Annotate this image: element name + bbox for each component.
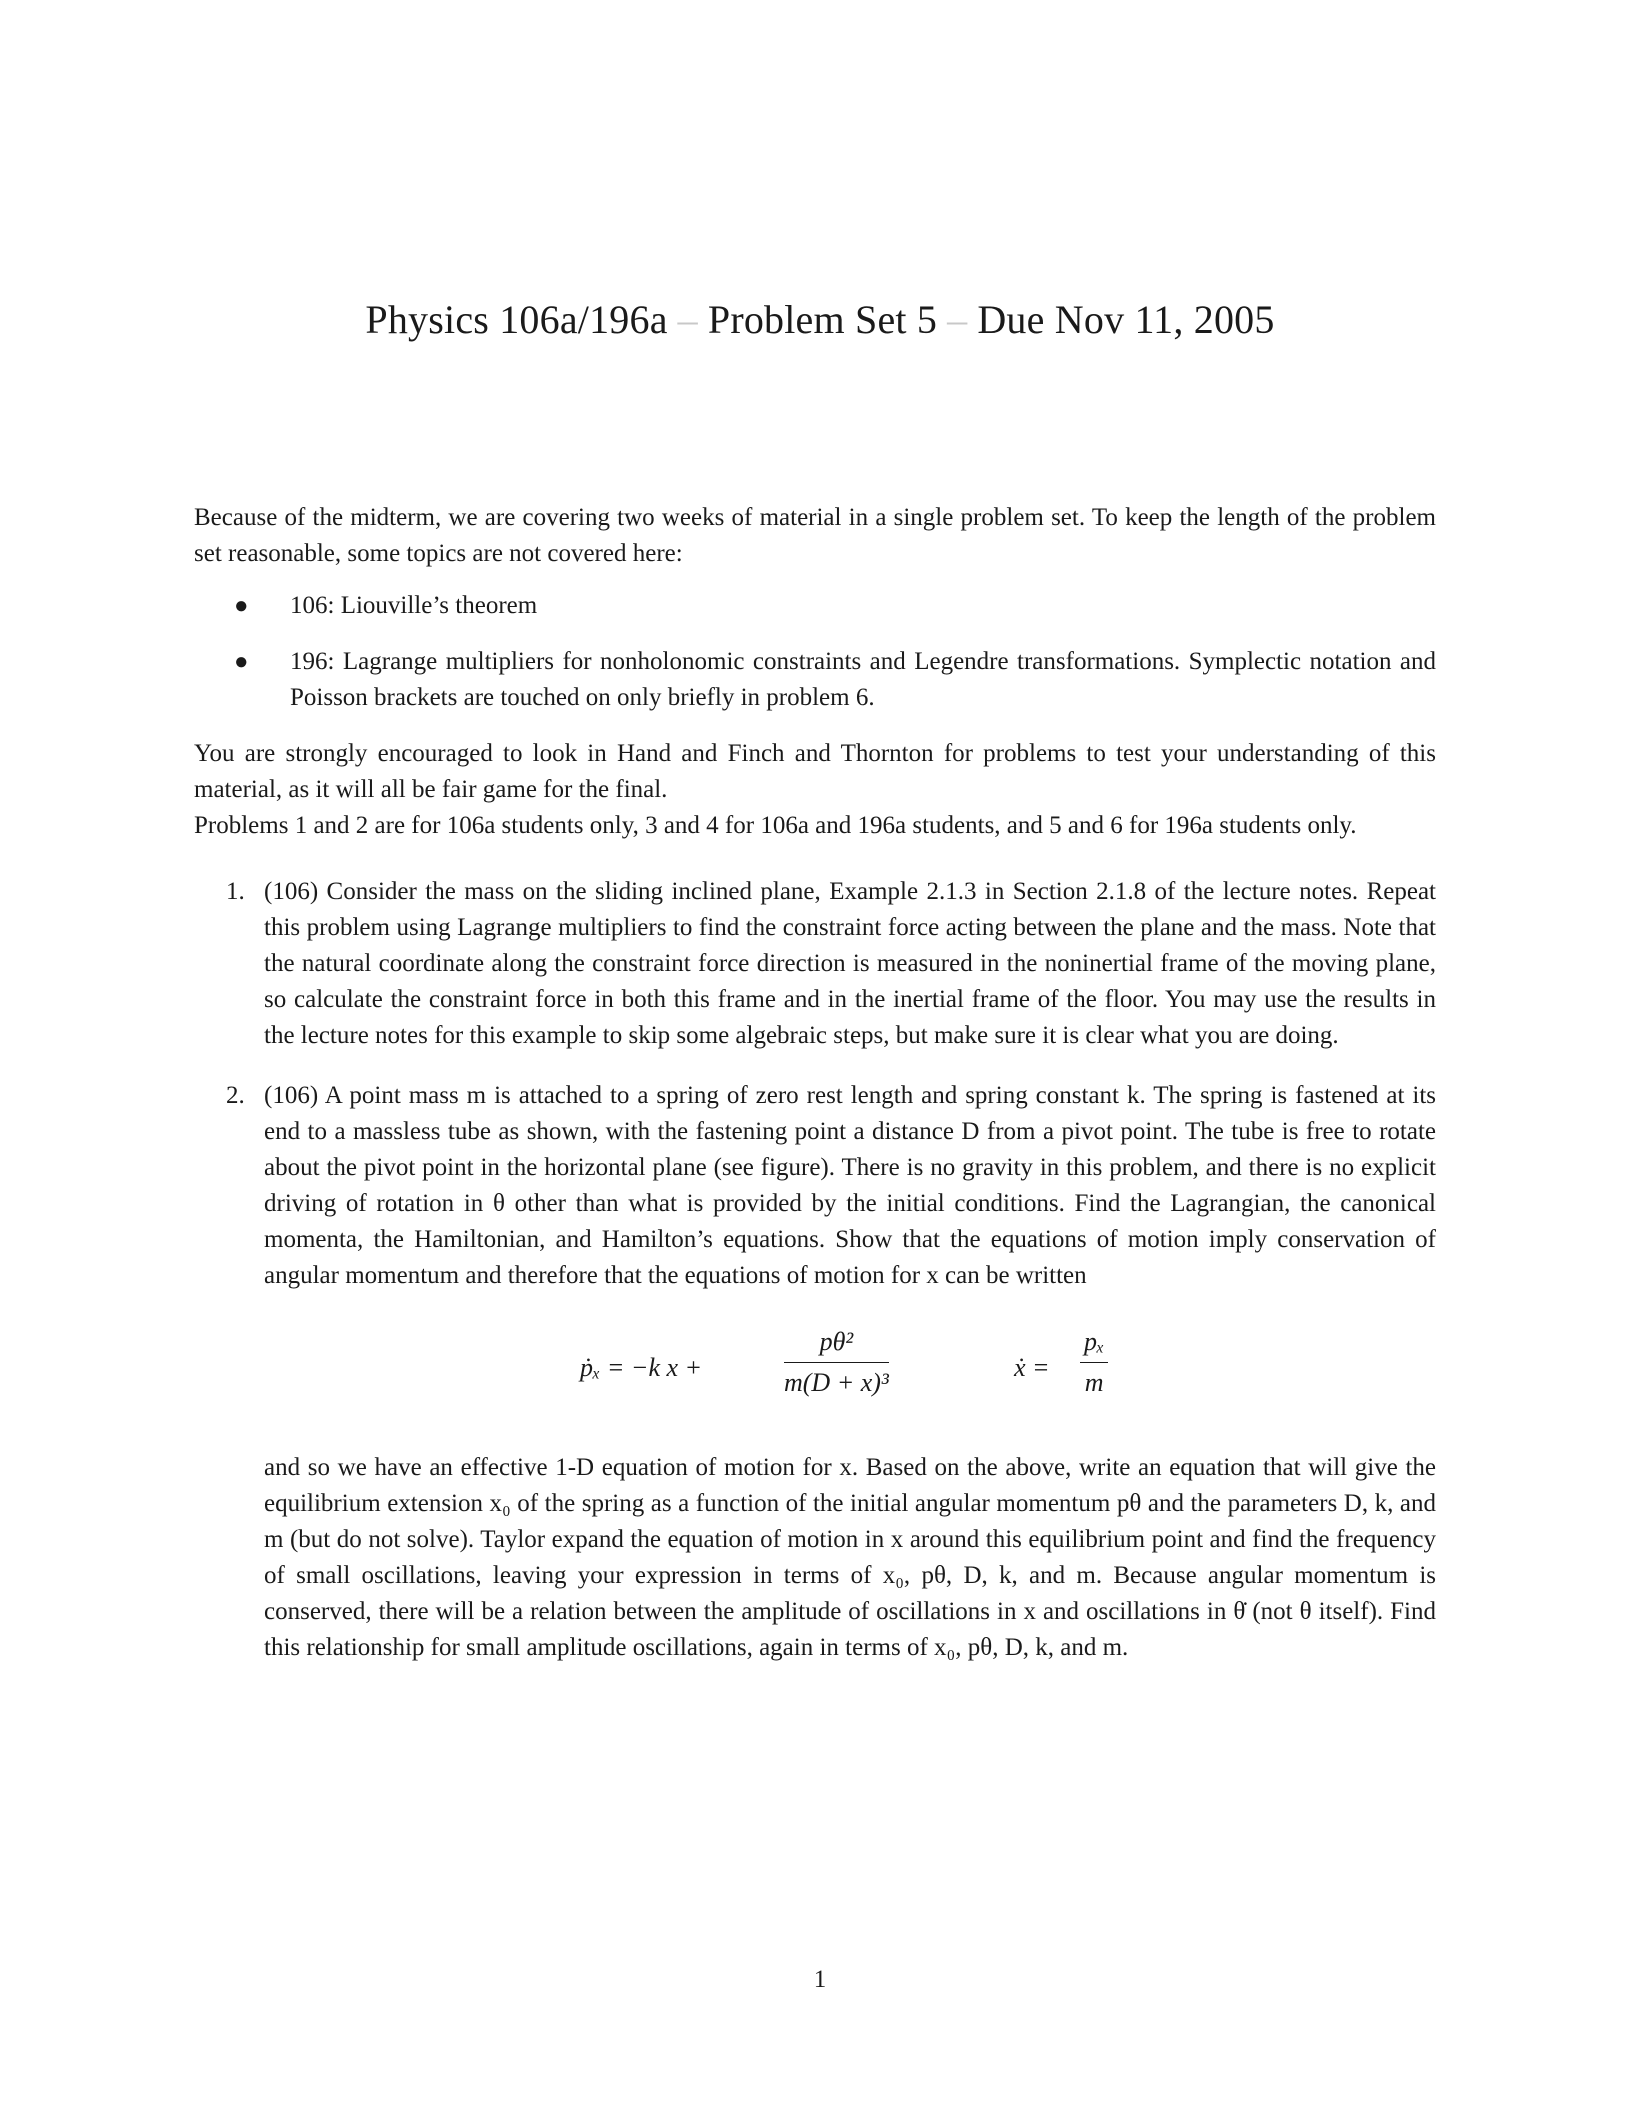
equation-of-motion — [264, 1320, 1436, 1424]
title-separator: – — [947, 297, 968, 342]
list-item — [194, 644, 1436, 716]
list-item — [194, 588, 1436, 624]
problem-text-continued: and so we have an effective 1-D equation of motion for x. Based on the above, write an equation that will give the equilibrium extension x₀ of the spring as a function of the initial angular momentum pθ and the parameters D, k, and m (but do not solve). Taylor expand the equation of motion in x around this equilibrium point and find the frequency of small oscillations, leaving your expression in terms of x₀, pθ, D, k, and m. Because angular momentum is conserved, there will be a relation between the amplitude of oscillations in x and oscillations in θ̇ (not θ itself). Find this relationship for small amplitude oscillations, again in terms of x₀, pθ, D, k, and m. — [264, 1454, 1436, 1661]
list-item-text: 106: Liouville’s theorem — [290, 592, 538, 619]
problem-number: 2. — [226, 1082, 245, 1109]
title-problem-set: Problem Set 5 — [707, 297, 938, 342]
topics-not-covered-list — [194, 588, 1436, 716]
problem-2 — [194, 1078, 1436, 1666]
fraction-numerator: pₓ — [1080, 1324, 1108, 1363]
fraction-velocity-term — [1080, 1324, 1108, 1401]
bullet-icon: ● — [234, 593, 249, 619]
problem-list — [194, 874, 1436, 1666]
title-due-date: Due Nov 11, 2005 — [977, 297, 1275, 342]
encouragement-paragraph: You are strongly encouraged to look in Hand and Finch and Thornton for problems to test your understanding of this material, as it will all be fair game for the final. — [194, 740, 1436, 803]
list-item-text: 196: Lagrange multipliers for nonholonomic constraints and Legendre transformations. Symplectic notation and Poisson brackets are touched on only briefly in problem 6. — [290, 648, 1436, 711]
fraction-angular-term — [784, 1324, 889, 1401]
equation-lhs-velocity: ẋ = — [1014, 1353, 1050, 1382]
fraction-numerator: pθ² — [784, 1324, 889, 1363]
problem-1 — [194, 874, 1436, 1054]
problem-number: 1. — [226, 878, 245, 905]
intro-paragraph: Because of the midterm, we are covering two weeks of material in a single problem set. To keep the length of the problem set reasonable, some topics are not covered here: — [194, 504, 1436, 567]
problem-text: (106) Consider the mass on the sliding inclined plane, Example 2.1.3 in Section 2.1.8 of the lecture notes. Repeat this problem using Lagrange multipliers to find the constraint force acting between the plane and the mass. Note that the natural coordinate along the constraint force direction is measured in the noninertial frame of the moving plane, so calculate the constraint force in both this frame and in the inertial frame of the floor. You may use the results in the lecture notes for this example to skip some algebraic steps, but make sure it is clear what you are doing. — [264, 878, 1436, 1049]
page-number: 1 — [813, 1966, 827, 1993]
document-body — [194, 500, 1436, 1690]
title-separator: – — [677, 297, 698, 342]
equation-lhs-momentum: ṗₓ = −k x + — [580, 1353, 703, 1382]
title-course: Physics 106a/196a — [365, 297, 668, 342]
student-assignment-paragraph: Problems 1 and 2 are for 106a students only, 3 and 4 for 106a and 196a students, and 5 and 6 for 196a students only. — [194, 812, 1357, 839]
fraction-denominator: m — [1084, 1368, 1104, 1397]
fraction-denominator: m(D + x)³ — [784, 1368, 889, 1397]
bullet-icon: ● — [234, 649, 249, 675]
problem-text: (106) A point mass m is attached to a spring of zero rest length and spring constant k. The spring is fastened at its end to a massless tube as shown, with the fastening point a distance D from a pivot point. The tube is free to rotate about the pivot point in the horizontal plane (see figure). There is no gravity in this problem, and there is no explicit driving of rotation in θ other than what is provided by the initial conditions. Find the Lagrangian, the canonical momenta, the Hamiltonian, and Hamilton’s equations. Show that the equations of motion imply conservation of angular momentum and therefore that the equations of motion for x can be written — [264, 1082, 1436, 1289]
page-title — [0, 296, 1640, 343]
